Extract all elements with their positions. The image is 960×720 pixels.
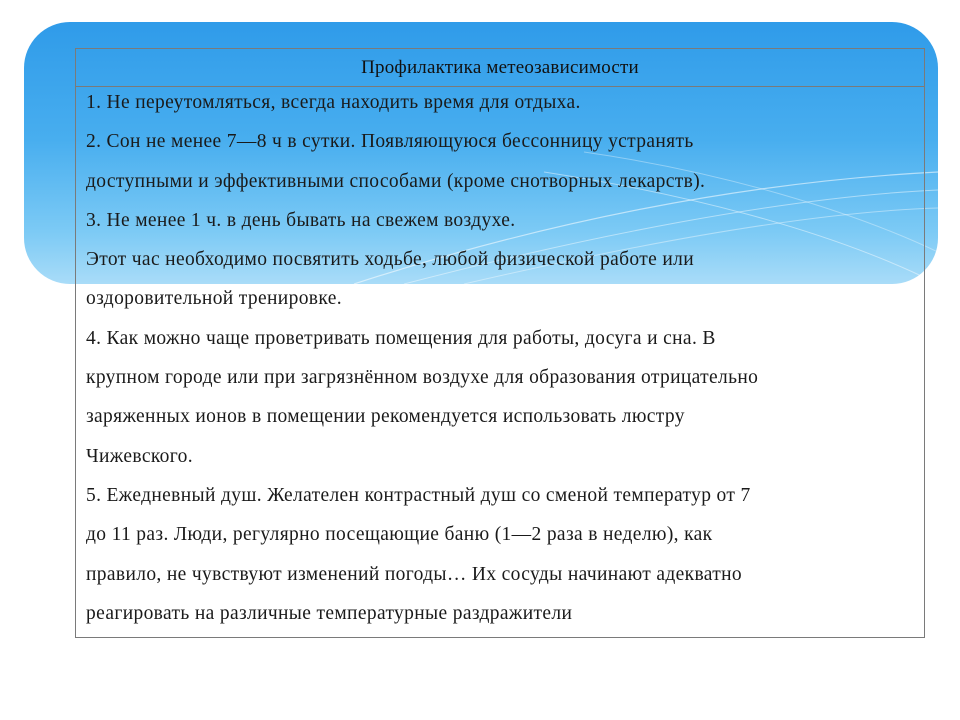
text-line: 4. Как можно чаще проветривать помещения для работы, досуга и сна. В	[86, 327, 716, 349]
table-body	[76, 87, 924, 638]
text-line: 5. Ежедневный душ. Желателен контрастный душ со сменой температур от 7	[86, 484, 751, 506]
text-line: правило, не чувствуют изменений погоды… Их сосуды начинают адекватно	[86, 563, 742, 585]
text-line: заряженных ионов в помещении рекомендуется использовать люстру	[86, 406, 685, 428]
text-line: Чижевского.	[86, 445, 193, 467]
text-line: 3. Не менее 1 ч. в день бывать на свежем воздухе.	[86, 209, 516, 231]
text-line: доступными и эффективными способами (кроме снотворных лекарств).	[86, 170, 706, 192]
text-line: 1. Не переутомляться, всегда находить время для отдыха.	[86, 92, 581, 113]
text-line: реагировать на различные температурные раздражители	[86, 602, 573, 624]
text-line: крупном городе или при загрязнённом воздухе для образования отрицательно	[86, 367, 759, 389]
text-line: оздоровительной тренировке.	[86, 288, 342, 310]
prevention-table	[75, 48, 925, 638]
text-line: Этот час необходимо посвятить ходьбе, любой физической работе или	[86, 249, 694, 271]
text-line: 2. Сон не менее 7—8 ч в сутки. Появляющуюся бессонницу устранять	[86, 131, 694, 153]
text-line: до 11 раз. Люди, регулярно посещающие баню (1—2 раза в неделю), как	[86, 524, 713, 546]
table-title: Профилактика метеозависимости	[76, 49, 924, 87]
